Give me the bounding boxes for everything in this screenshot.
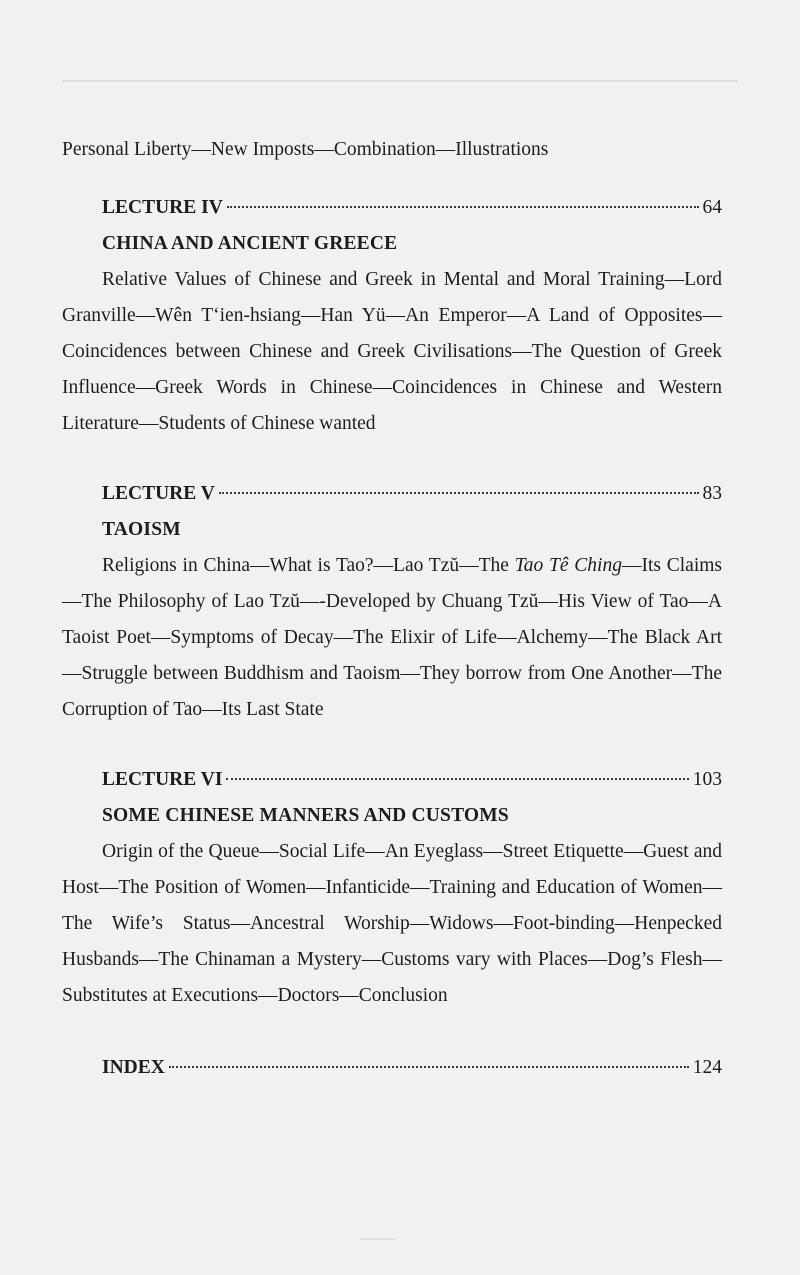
toc-entry-lecture-iv xyxy=(62,190,722,442)
table-of-contents xyxy=(62,132,722,1086)
page-number: 124 xyxy=(692,1057,722,1078)
dot-leader xyxy=(169,1066,689,1068)
lecture-title: SOME CHINESE MANNERS AND CUSTOMS xyxy=(102,805,509,826)
dot-leader xyxy=(219,492,699,494)
toc-line[interactable] xyxy=(102,190,722,226)
index-heading: INDEX xyxy=(102,1057,165,1078)
description-text: Religions in China—What is Tao?—Lao Tzŭ—The xyxy=(102,555,515,576)
carryover-description: Personal Liberty—New Imposts—Combination—Illustrations xyxy=(62,139,549,160)
lecture-description: Relative Values of Chinese and Greek in Mental and Moral Training—Lord Granville—Wên T‘ien-hsiang—Han Yü—An Emperor—A Land of Opposites—Coincidences between Chinese and Greek Civilisations—The Question of Greek Influence—Greek Words in Chinese—Coincidences in Chinese and Western Literature—Students of Chinese wanted xyxy=(62,269,722,434)
dot-leader xyxy=(227,206,699,208)
toc-entry-lecture-vi xyxy=(62,762,722,1014)
lecture-description: Origin of the Queue—Social Life—An Eyeglass—Street Etiquette—Guest and Host—The Position of Women—Infanticide—Training and Education of Women—The Wife’s Status—Ancestral Worship—Widows—Foot-binding—Henpecked Husbands—The Chinaman a Mystery—Customs vary with Places—Dog’s Flesh—Substitutes at Executions—Doctors—Conclusion xyxy=(62,841,722,1006)
page-number: 103 xyxy=(692,769,722,790)
lecture-heading: LECTURE IV xyxy=(102,197,223,218)
lecture-title: TAOISM xyxy=(102,519,181,540)
page-number: 64 xyxy=(702,197,722,218)
lecture-heading: LECTURE V xyxy=(102,483,215,504)
book-title-italic: Tao Tê Ching xyxy=(514,555,622,576)
header-rule xyxy=(62,80,738,82)
page-number: 83 xyxy=(702,483,722,504)
toc-entry-index xyxy=(62,1050,722,1086)
toc-line[interactable] xyxy=(102,1050,722,1086)
lecture-title: CHINA AND ANCIENT GREECE xyxy=(102,233,398,254)
toc-entry-lecture-v xyxy=(62,476,722,728)
dot-leader xyxy=(226,778,688,780)
footer-mark xyxy=(360,1238,396,1240)
lecture-description xyxy=(62,548,722,728)
toc-line[interactable] xyxy=(102,476,722,512)
toc-line[interactable] xyxy=(102,762,722,798)
description-text: —Its Claims—The Philosophy of Lao Tzŭ—-Developed by Chuang Tzŭ—His View of Tao—A Taoist Poet—Symptoms of Decay—The Elixir of Life—Alchemy—The Black Art—Struggle between Buddhism and Taoism—They borrow from One Another—The Corruption of Tao—Its Last State xyxy=(62,555,722,720)
lecture-heading: LECTURE VI xyxy=(102,769,223,790)
